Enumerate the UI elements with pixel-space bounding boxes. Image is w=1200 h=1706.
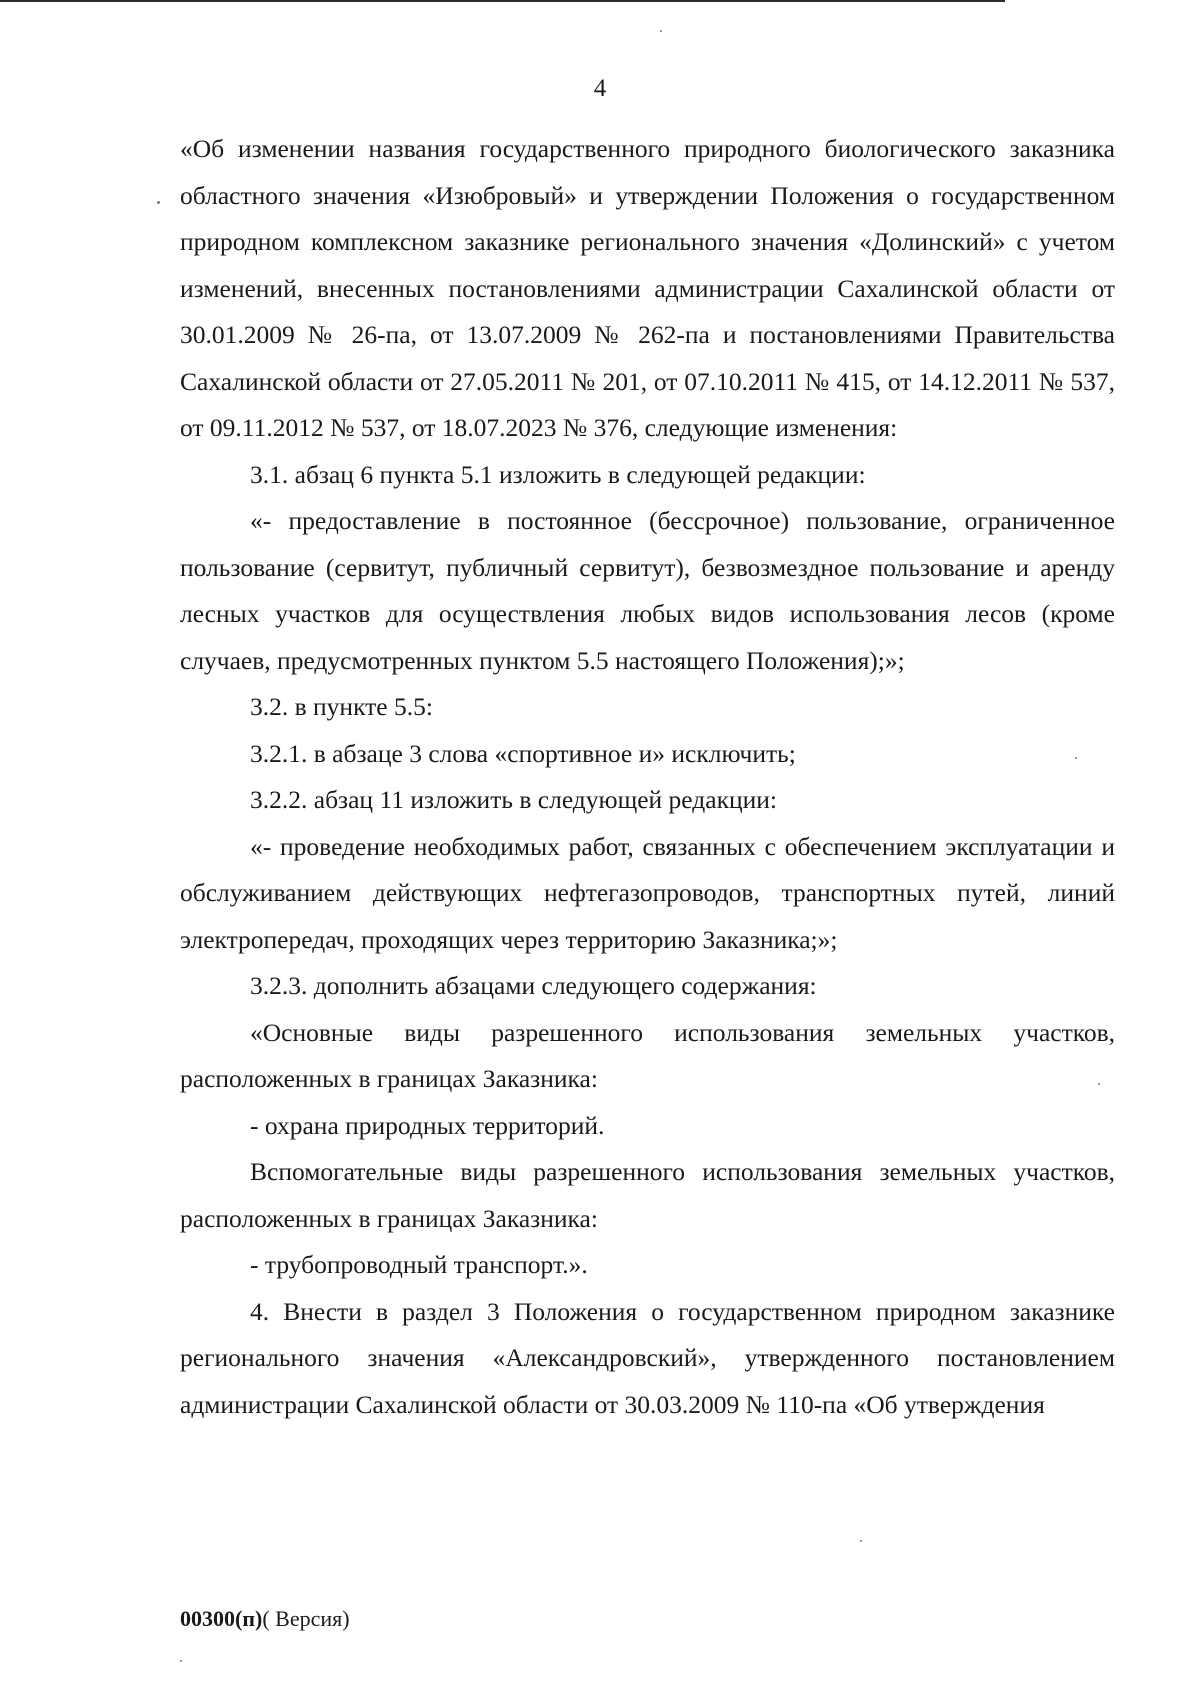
footer-code: 00300(п) [180,1606,263,1631]
paragraph-item-3-2-3: 3.2.3. дополнить абзацами следующего содержания: [250,971,817,1000]
scan-speck [1098,1083,1100,1085]
paragraph-continuation: «Об изменении названия государственного природного биологического заказника областного значения «Изюбровый» и утверждении Положения о государственном природном комплексном заказнике регионального значения «Долинский» с учетом изменений, внесенных постановлениями администрации Сахалинской области от 30.01.2009 № 26-па, от 13.07.2009 № 262-па и постановлениями Правительства Сахалинской области от 27.05.2011 № 201, от 07.10.2011 № 415, от 14.12.2011 № 537, от 09.11.2012 № 537, от 18.07.2023 № 376, следующие изменения: [180,134,1115,442]
top-border-line [0,0,1005,2]
document-body [180,126,1115,1428]
paragraph-quote-3-1: «- предоставление в постоянное (бессрочное) пользование, ограниченное пользование (сервитут, публичный сервитут), безвозмездное пользование и аренду лесных участков для осуществления любых видов использования лесов (кроме случаев, предусмотренных пунктом 5.5 настоящего Положения);»; [180,506,1115,675]
paragraph-main-land-use: «Основные виды разрешенного использования земельных участков, расположенных в границах Заказника: [180,1017,1115,1093]
scan-speck [1075,757,1077,759]
paragraph-pipeline-transport: - трубопроводный транспорт.». [250,1250,588,1279]
paragraph-item-3-2: 3.2. в пункте 5.5: [250,692,433,721]
paragraph-quote-3-2-2: «- проведение необходимых работ, связанных с обеспечением эксплуатации и обслуживанием действующих нефтегазопроводов, транспортных путей, линий электропередач, проходящих через территорию Заказника;»; [180,831,1115,954]
page-number: 4 [593,75,607,102]
paragraph-item-4: 4. Внести в раздел 3 Положения о государственном природном заказнике регионального значения «Александровский», утвержденного постановлением администрации Сахалинской области от 30.03.2009 № 110-па «Об утверждения [180,1296,1115,1419]
document-footer-code [180,1605,350,1633]
paragraph-item-3-2-1: 3.2.1. в абзаце 3 слова «спортивное и» исключить; [250,738,796,768]
scan-speck [660,30,662,32]
paragraph-item-3-2-2: 3.2.2. абзац 11 изложить в следующей редакции: [250,785,777,814]
paragraph-nature-protection: - охрана природных территорий. [250,1110,605,1140]
footer-version: ( Версия) [262,1606,350,1631]
scan-speck [860,1540,862,1542]
paragraph-item-3-1: 3.1. абзац 6 пункта 5.1 изложить в следующей редакции: [250,459,866,489]
scan-speck [157,201,160,204]
paragraph-auxiliary-land-use: Вспомогательные виды разрешенного использования земельных участков, расположенных в границах Заказника: [180,1157,1115,1233]
scan-speck [180,1660,182,1662]
